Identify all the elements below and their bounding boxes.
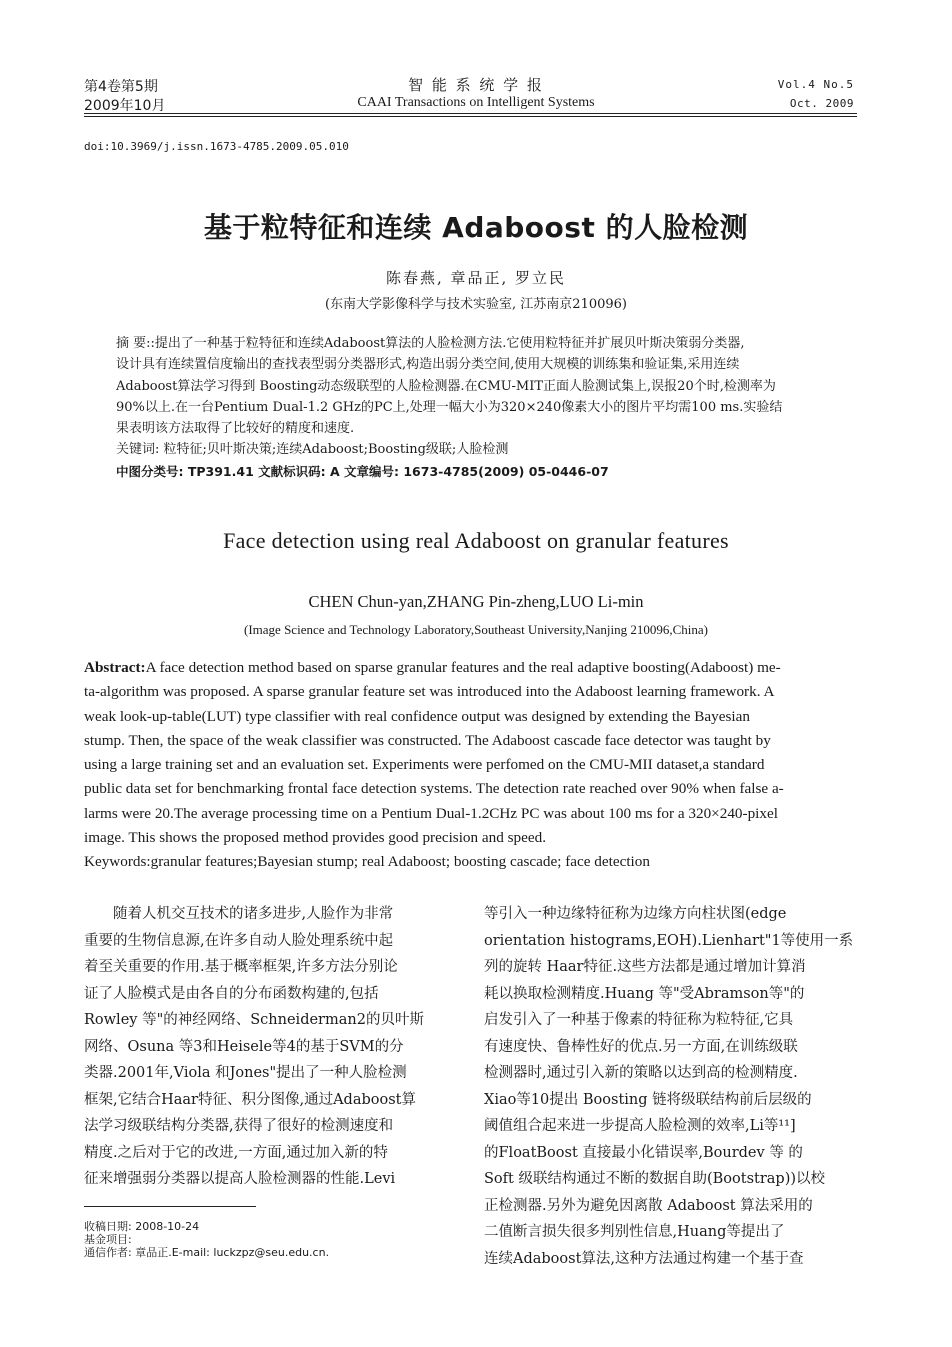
body-line: 征来增强弱分类器以提高人脸检测器的性能.Levi [84, 1171, 396, 1187]
authors-cn: 陈春燕, 章品正, 罗立民 [385, 269, 567, 287]
body-line: 重要的生物信息源,在许多自动人脸处理系统中起 [84, 932, 394, 949]
abstract-en-line: image. This shows the proposed method provides good precision and speed. [84, 829, 547, 847]
body-line: 有速度快、鲁棒性好的优点.另一方面,在训练级联 [484, 1038, 798, 1055]
body-line: 网络、Osuna 等3和Heisele等4的基于SVM的分 [84, 1038, 404, 1055]
keywords-cn: 关键词: 粒特征;贝叶斯决策;连续Adaboost;Boosting级联;人脸检测 [116, 442, 509, 458]
body-line: 耗以换取检测精度.Huang 等"受Abramson等"的 [484, 985, 805, 1002]
body-line: 精度.之后对于它的改进,一方面,通过加入新的特 [84, 1144, 388, 1161]
body-line: 列的旋转 Haar特征.这些方法都是通过增加计算消 [484, 959, 806, 975]
volume-info: Vol.4 No.5 [777, 78, 854, 91]
abstract-cn-line: 摘 要::提出了一种基于粒特征和连续Adaboost算法的人脸检测方法.它使用粒特征并扩展贝叶斯决策弱分类器, [116, 336, 745, 351]
paper-title-en: Face detection using real Adaboost on granular features [223, 528, 729, 553]
abstract-en-line: weak look-up-table(LUT) type classifier with real confidence output was designed by extending the Bayesian [84, 707, 750, 725]
body-line: 启发引入了一种基于像素的特征称为粒特征,它具 [484, 1012, 794, 1028]
body-line: Xiao等10提出 Boosting 链将级联结构前后层级的 [484, 1091, 812, 1108]
body-line: Soft 级联结构通过不断的数据自助(Bootstrap))以校 [484, 1171, 826, 1187]
abstract-en-line: stump. Then, the space of the weak classifier was constructed. The Adaboost cascade face detector was taught by [84, 731, 771, 749]
abstract-label: Abstract: [84, 659, 146, 676]
body-line: 着至关重要的作用.基于概率框架,许多方法分别论 [84, 959, 398, 975]
body-line: 类器.2001年,Viola 和Jones"提出了一种人脸检测 [84, 1065, 407, 1081]
abstract-en [84, 656, 856, 875]
body-left-column [84, 901, 454, 1193]
journal-name-cn: 智 能 系 统 学 报 [408, 76, 544, 94]
body-line: 的FloatBoost 直接最小化错误率,Bourdev 等 的 [484, 1144, 803, 1161]
abstract-en-line: Abstract:A face detection method based on sparse granular features and the real adaptive boosting(Adaboost) me- [84, 659, 781, 676]
body-line: 随着人机交互技术的诸多进步,人脸作为非常 [84, 906, 394, 922]
abstract-cn-line: 果表明该方法取得了比较好的精度和速度. [116, 421, 355, 437]
body-line: 框架,它结合Haar特征、积分图像,通过Adaboost算 [84, 1091, 416, 1108]
paper-title-cn: 基于粒特征和连续 Adaboost 的人脸检测 [203, 211, 749, 244]
footnote [84, 1220, 329, 1259]
abstract-cn [116, 333, 832, 482]
body-line: 法学习级联结构分类器,获得了很好的检测速度和 [84, 1118, 394, 1134]
keywords-en: Keywords:granular features;Bayesian stump; real Adaboost; boosting cascade; face detection [84, 853, 650, 871]
abstract-en-line: using a large training set and an evaluation set. Experiments were perfomed on the CMU-MII dataset,a standard [84, 756, 765, 774]
abstract-cn-line: 90%以上.在一台Pentium Dual-1.2 GHz的PC上,处理一幅大小为320×240像素大小的图片平均需100 ms.实验结 [116, 399, 783, 415]
body-line: 检测器时,通过引入新的策略以达到高的检测精度. [484, 1065, 798, 1081]
header-rule-top [84, 113, 857, 114]
body-line: 正检测器.另外为避免因离散 Adaboost 算法采用的 [484, 1197, 813, 1214]
abstract-cn-line: 设计具有连续置信度输出的查找表型弱分类器形式,构造出弱分类空间,使用大规模的训练集和验证集,采用连续 [116, 357, 740, 373]
abstract-en-line: larms were 20.The average processing time on a Pentium Dual-1.2CHz PC was about 100 ms for a 320×240-pixel [84, 804, 778, 822]
footnote-author: 通信作者: 章品正.E-mail: luckzpz@seu.edu.cn. [84, 1246, 330, 1259]
doi: doi:10.3969/j.issn.1673-4785.2009.05.010 [84, 140, 349, 153]
affiliation-cn: (东南大学影像科学与技术实验室, 江苏南京210096) [324, 297, 628, 312]
body-line: 证了人脸模式是由各自的分布函数构建的,包括 [84, 985, 379, 1002]
body-line: 连续Adaboost算法,这种方法通过构建一个基于查 [484, 1250, 804, 1267]
journal-date: 2009年10月 [84, 98, 166, 114]
journal-issue: 第4卷第5期 [84, 79, 158, 95]
body-right-column [484, 901, 856, 1272]
footnote-fund: 基金项目: [84, 1233, 132, 1246]
authors-en: CHEN Chun-yan,ZHANG Pin-zheng,LUO Li-min [308, 592, 644, 611]
body-line: 二值断言损失很多判别性信息,Huang等提出了 [484, 1224, 785, 1240]
body-line: Rowley 等"的神经网络、Schneiderman2的贝叶斯 [84, 1012, 424, 1028]
footnote-received: 收稿日期: 2008-10-24 [84, 1220, 200, 1233]
journal-name-en: CAAI Transactions on Intelligent Systems [357, 95, 595, 110]
abstract-cn-line: Adaboost算法学习得到 Boosting动态级联型的人脸检测器.在CMU-MIT正面人脸测试集上,误报20个时,检测率为 [116, 378, 776, 394]
header-rule-bottom [84, 116, 857, 117]
abstract-en-line: public data set for benchmarking frontal face detection systems. The detection rate reached over 90% when false a- [84, 780, 784, 798]
body-line: orientation histograms,EOH).Lienhart"1等使用一系 [484, 932, 854, 949]
body-line: 等引入一种边缘特征称为边缘方向柱状图(edge [484, 906, 787, 922]
body-line: 阈值组合起来进一步提高人脸检测的效率,Li等¹¹] [484, 1118, 796, 1134]
affiliation-en: (Image Science and Technology Laboratory,Southeast University,Nanjing 210096,China) [244, 622, 708, 637]
footnote-rule [84, 1206, 256, 1207]
abstract-en-line: ta-algorithm was proposed. A sparse granular feature set was introduced into the Adaboost learning framework. A [84, 683, 775, 701]
issue-date: Oct. 2009 [789, 97, 854, 110]
classification-cn: 中图分类号: TP391.41 文献标识码: A 文章编号: 1673-4785(2009) 05-0446-07 [116, 463, 609, 479]
